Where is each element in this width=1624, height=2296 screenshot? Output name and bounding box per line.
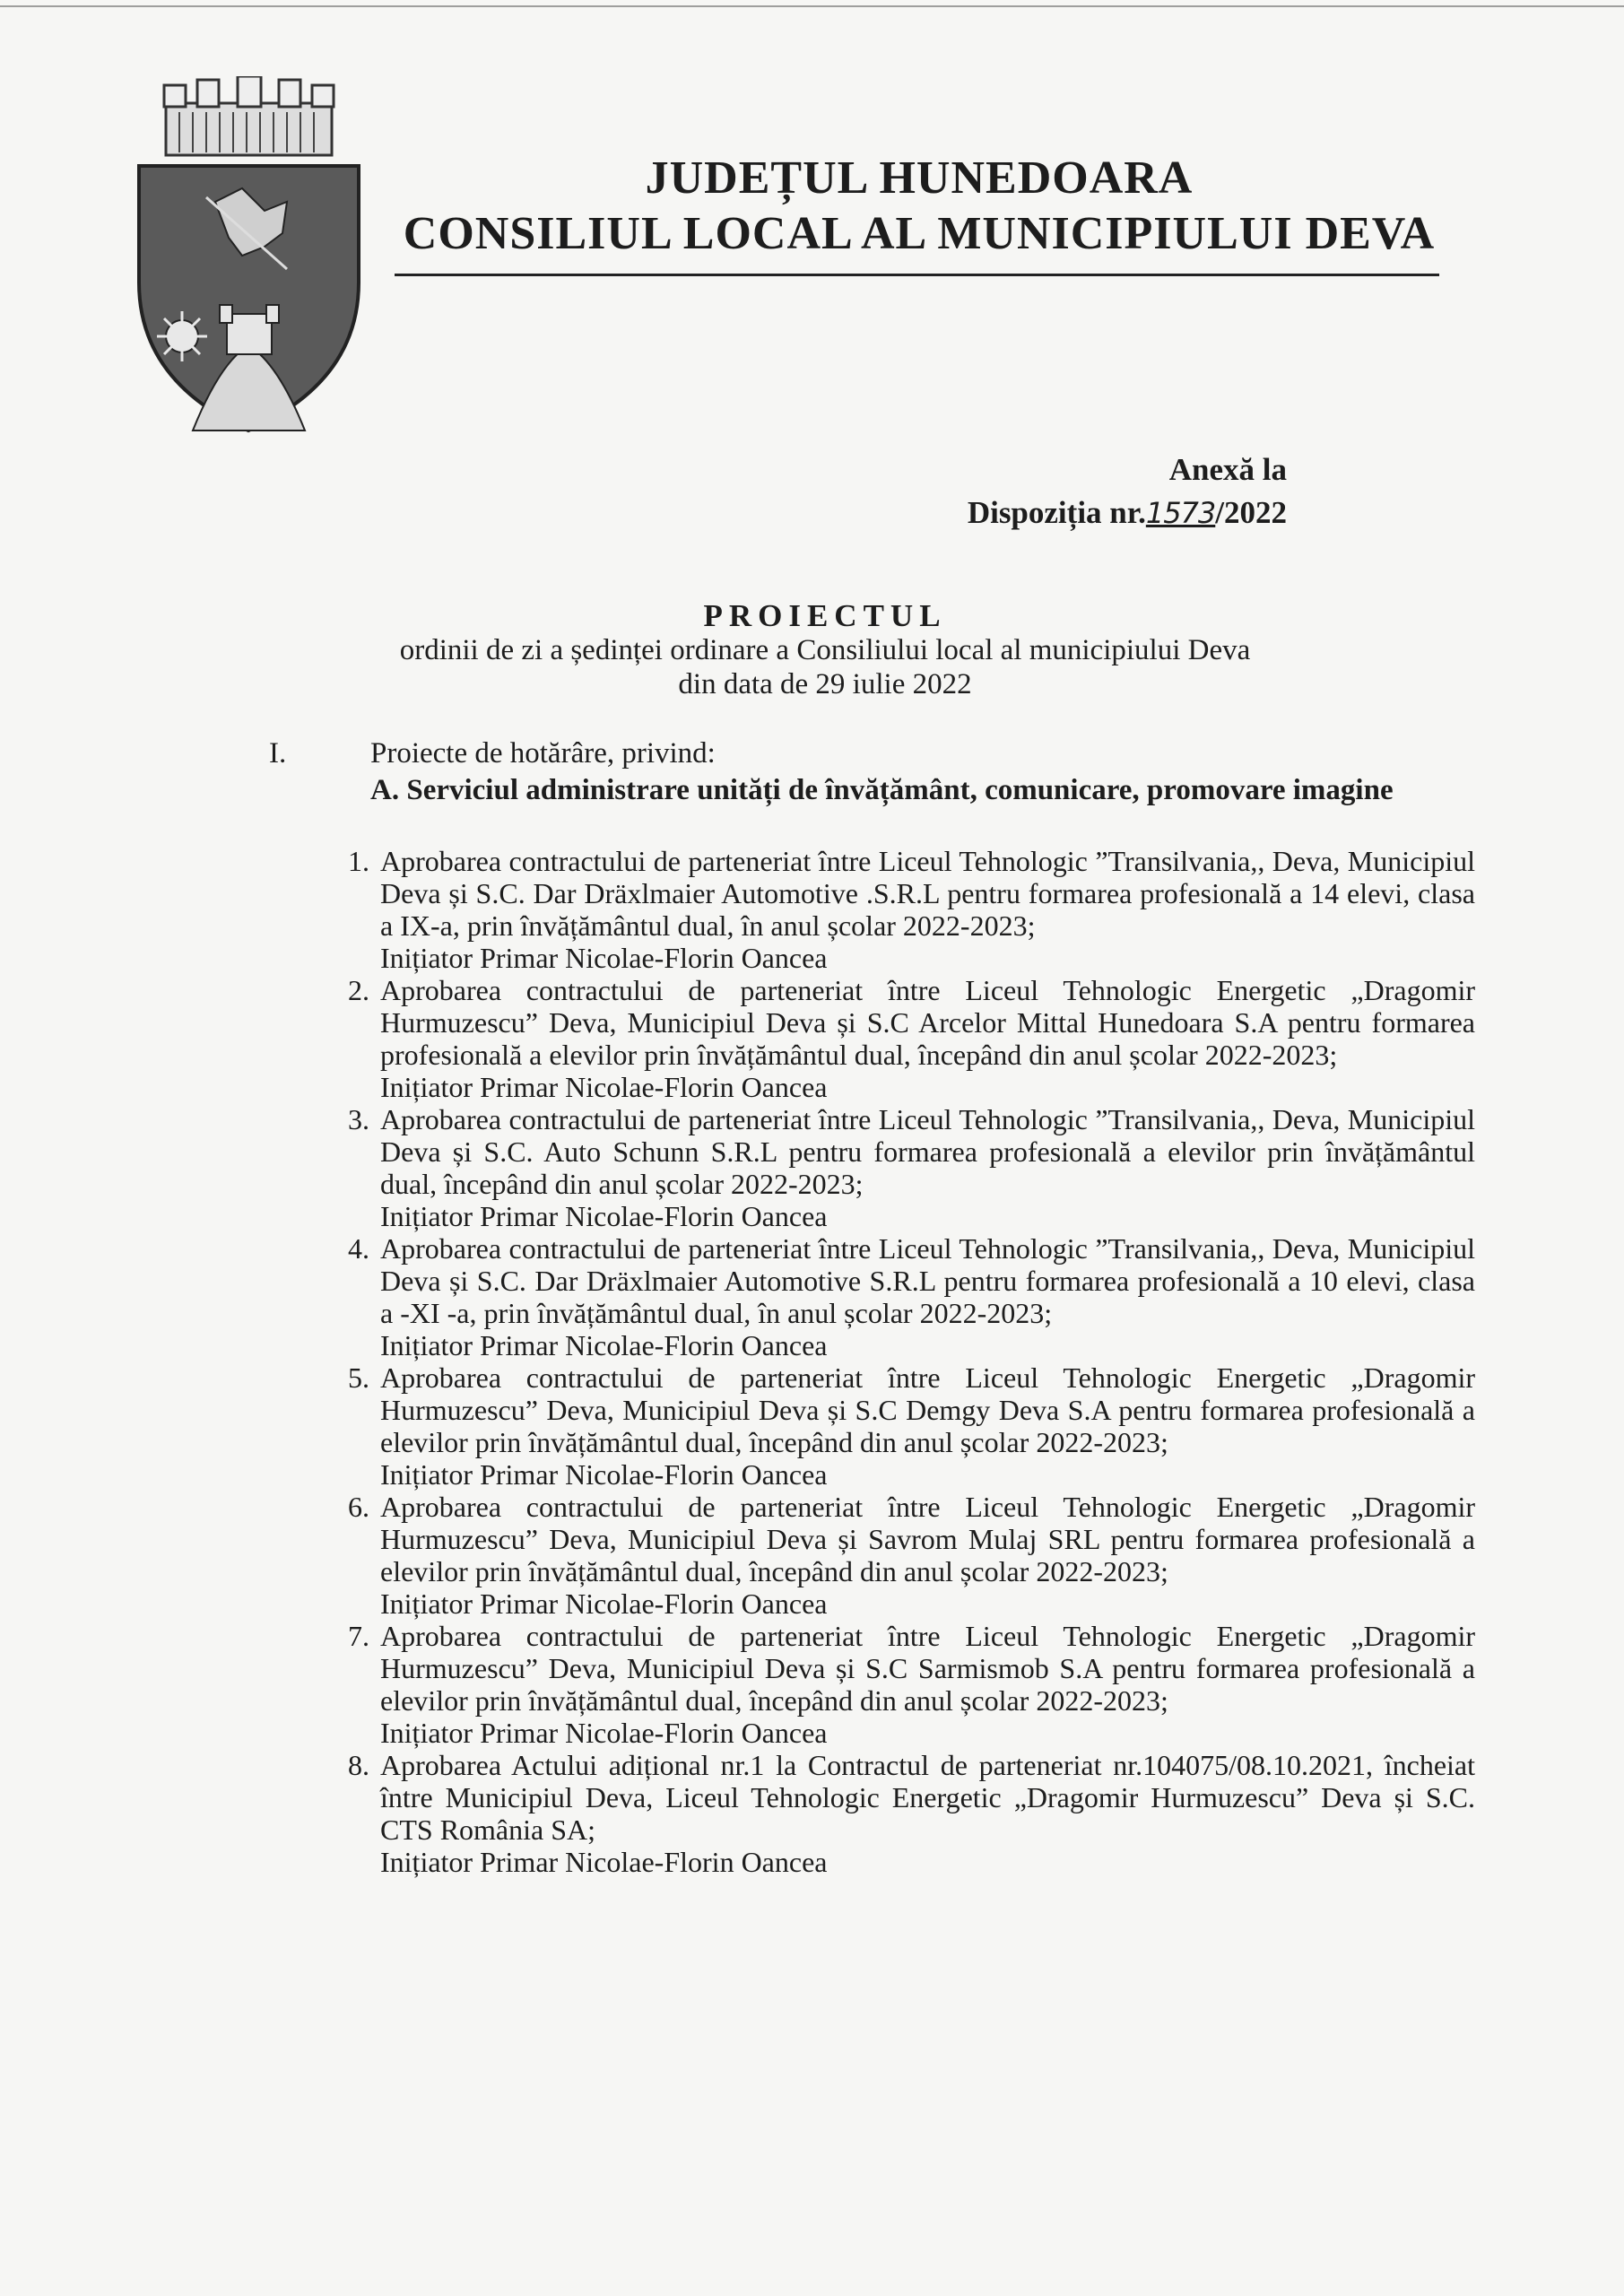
- subsection-title: Serviciul administrare unități de învățământ, comunicare, promovare imagine: [406, 774, 1394, 806]
- list-item: [323, 1491, 1475, 1620]
- item-text: Aprobarea contractului de parteneriat între Liceul Tehnologic ”Transilvania,, Deva, Municipiul Deva și S.C. Auto Schunn S.R.L pentru formarea profesională a elevilor prin învățământul dual, începând din anul școlar 2022-2023;: [380, 1103, 1475, 1200]
- list-item: [323, 974, 1475, 1103]
- disposition-line: [968, 491, 1287, 535]
- section-number: I.: [269, 737, 287, 770]
- item-number: 2.: [348, 974, 369, 1006]
- list-item: [323, 845, 1475, 974]
- item-text: Aprobarea contractului de parteneriat între Liceul Tehnologic Energetic „Dragomir Hurmuzescu” Deva, Municipiul Deva și Savrom Mulaj SRL pentru formarea profesională a elevilor prin învățământul dual, începând din anul școlar 2022-2023;: [380, 1491, 1475, 1587]
- item-number: 3.: [348, 1103, 369, 1135]
- section-intro: Proiecte de hotărâre, privind:: [370, 737, 716, 770]
- item-initiator: Inițiator Primar Nicolae-Florin Oancea: [380, 942, 828, 974]
- item-initiator: Inițiator Primar Nicolae-Florin Oancea: [380, 1717, 828, 1749]
- header-divider: [395, 274, 1439, 276]
- list-item: [323, 1103, 1475, 1232]
- subsection-heading: [370, 773, 1473, 807]
- item-text: Aprobarea Actului adițional nr.1 la Contractul de parteneriat nr.104075/08.10.2021, încheiat între Municipiul Deva, Liceul Tehnologic Energetic „Dragomir Hurmuzescu” Deva și S.C. CTS România SA;: [380, 1749, 1475, 1846]
- county-name: JUDEȚUL HUNEDOARA: [645, 152, 1194, 204]
- agenda-items: [323, 845, 1475, 1878]
- item-text: Aprobarea contractului de parteneriat între Liceul Tehnologic ”Transilvania,, Deva, Municipiul Deva și S.C. Dar Dräxlmaier Automotive S.R.L pentru formarea profesională a 10 elevi, clasa a -XI -a, prin învățământul dual, în anul școlar 2022-2023;: [380, 1232, 1475, 1329]
- item-initiator: Inițiator Primar Nicolae-Florin Oancea: [380, 1071, 828, 1103]
- disposition-number: 1573: [1145, 496, 1216, 530]
- scan-edge-line: [0, 5, 1624, 7]
- item-initiator: Inițiator Primar Nicolae-Florin Oancea: [380, 1846, 828, 1878]
- heading-line2: din data de 29 iulie 2022: [678, 668, 972, 700]
- document-header: [395, 151, 1444, 262]
- item-number: 6.: [348, 1491, 369, 1523]
- agenda-heading: [296, 599, 1354, 701]
- item-number: 7.: [348, 1620, 369, 1652]
- item-number: 4.: [348, 1232, 369, 1265]
- item-text: Aprobarea contractului de parteneriat între Liceul Tehnologic ”Transilvania,, Deva, Municipiul Deva și S.C. Dar Dräxlmaier Automotive .S.R.L pentru formarea profesională a 14 elevi, clasa a IX-a, prin învățământul dual, în anul școlar 2022-2023;: [380, 845, 1475, 942]
- disposition-suffix: /2022: [1215, 495, 1287, 530]
- disposition-prefix: Dispoziția nr.: [967, 495, 1146, 530]
- coat-of-arms-emblem: [130, 76, 368, 435]
- item-initiator: Inițiator Primar Nicolae-Florin Oancea: [380, 1200, 828, 1232]
- heading-title: PROIECTUL: [703, 598, 947, 633]
- annex-reference: [968, 448, 1287, 535]
- item-initiator: Inițiator Primar Nicolae-Florin Oancea: [380, 1329, 828, 1361]
- item-initiator: Inițiator Primar Nicolae-Florin Oancea: [380, 1458, 828, 1491]
- list-item: [323, 1232, 1475, 1361]
- heading-line1: ordinii de zi a ședinței ordinare a Consiliului local al municipiului Deva: [399, 634, 1251, 666]
- item-text: Aprobarea contractului de parteneriat între Liceul Tehnologic Energetic „Dragomir Hurmuzescu” Deva, Municipiul Deva și S.C Arcelor Mittal Hunedoara S.A pentru formarea profesională a elevilor prin învățământul dual, începând din anul școlar 2022-2023;: [380, 974, 1475, 1071]
- item-number: 5.: [348, 1361, 369, 1394]
- item-text: Aprobarea contractului de parteneriat între Liceul Tehnologic Energetic „Dragomir Hurmuzescu” Deva, Municipiul Deva și S.C Demgy Deva S.A pentru formarea profesională a elevilor prin învățământul dual, începând din anul școlar 2022-2023;: [380, 1361, 1475, 1458]
- item-text: Aprobarea contractului de parteneriat între Liceul Tehnologic Energetic „Dragomir Hurmuzescu” Deva, Municipiul Deva și S.C Sarmismob S.A pentru formarea profesională a elevilor prin învățământul dual, începând din anul școlar 2022-2023;: [380, 1620, 1475, 1717]
- item-number: 1.: [348, 845, 369, 877]
- annex-label: Anexă la: [1168, 452, 1287, 487]
- council-name: CONSILIUL LOCAL AL MUNICIPIULUI DEVA: [403, 208, 1436, 259]
- list-item: [323, 1620, 1475, 1749]
- item-number: 8.: [348, 1749, 369, 1781]
- item-initiator: Inițiator Primar Nicolae-Florin Oancea: [380, 1587, 828, 1620]
- list-item: [323, 1361, 1475, 1491]
- subsection-label: A.: [370, 774, 400, 806]
- list-item: [323, 1749, 1475, 1878]
